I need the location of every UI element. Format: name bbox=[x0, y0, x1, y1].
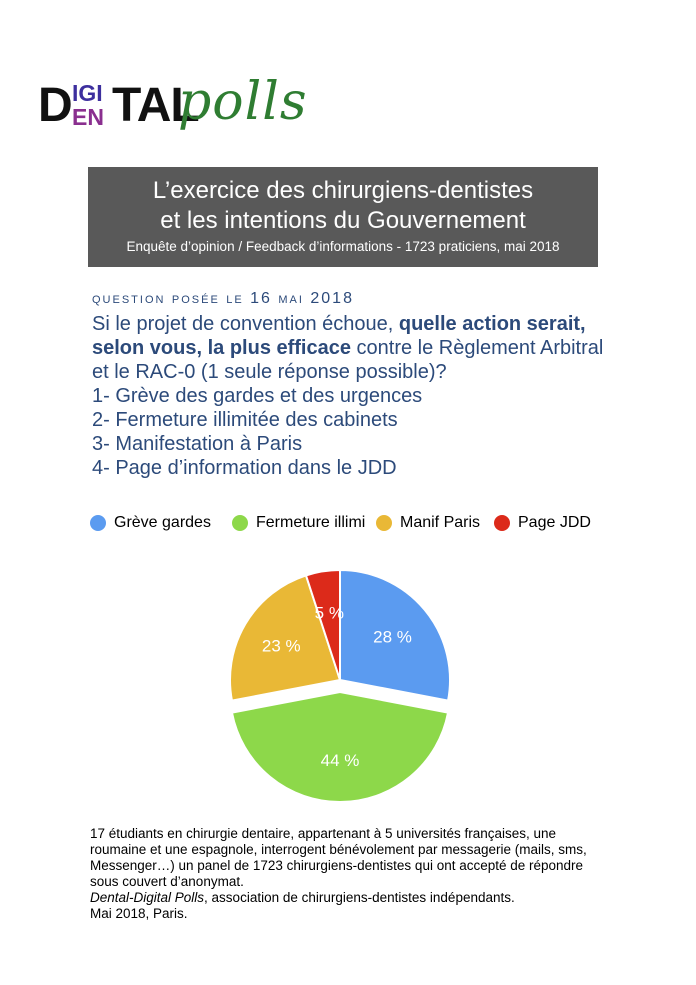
footer-date: Mai 2018, Paris. bbox=[90, 906, 188, 921]
banner-title-line-2: et les intentions du Gouvernement bbox=[160, 207, 526, 234]
footer-note bbox=[90, 826, 610, 922]
pie-label-manif: 23 % bbox=[261, 636, 301, 656]
logo-polls: polls bbox=[178, 72, 308, 132]
footer-organization bbox=[90, 890, 610, 906]
pie-label-greve: 28 % bbox=[373, 627, 412, 647]
pie-slice-fermeture bbox=[232, 692, 448, 802]
pie-label-page-jdd: 5 % bbox=[314, 603, 344, 623]
footer-org-rest: , association de chirurgiens-dentistes indépendants. bbox=[204, 890, 515, 905]
answer-option-2: 2- Fermeture illimitée des cabinets bbox=[92, 409, 398, 431]
legend-label-manif: Manif Paris bbox=[400, 514, 481, 531]
legend-label-page-jdd: Page JDD bbox=[518, 514, 591, 531]
legend-label-fermeture: Fermeture illimi bbox=[256, 514, 366, 531]
question-heading: question posée le 16 mai 2018 bbox=[92, 290, 354, 307]
logo-tal: TAL bbox=[112, 79, 199, 132]
pie-label-fermeture: 44 % bbox=[320, 751, 360, 771]
logo-letter-d: D bbox=[38, 79, 72, 132]
question-part-2: contre le Règlement Arbitral et le RAC-0 (1 seule réponse possible)? bbox=[92, 337, 604, 383]
footer-org-name: Dental-Digital Polls bbox=[90, 890, 205, 905]
logo-en: EN bbox=[72, 104, 104, 130]
footer-methodology: 17 étudiants en chirurgie dentaire, appartenant à 5 universités françaises, une roumaine et une espagnole, interrogent bénévolement par messagerie (mails, sms, Messenger…) un panel de 1723 chirurgiens-dentistes qui ont accepté de répondre sous couvert d’anonymat. bbox=[90, 826, 587, 889]
answer-option-1: 1- Grève des gardes et des urgences bbox=[92, 385, 423, 407]
answer-option-4: 4- Page d’information dans le JDD bbox=[92, 457, 397, 479]
banner-title-line-1: L’exercice des chirurgiens-dentistes bbox=[152, 177, 534, 204]
question-part-1: Si le projet de convention échoue, bbox=[92, 313, 399, 335]
answer-option-3: 3- Manifestation à Paris bbox=[92, 433, 303, 455]
logo-igi: IGI bbox=[72, 80, 103, 106]
question-bold: quelle action serait, selon vous, la plus efficace bbox=[92, 313, 586, 359]
legend-label-greve: Grève gardes bbox=[114, 514, 211, 531]
banner-subtitle: Enquête d’opinion / Feedback d’informations - 1723 praticiens, mai 2018 bbox=[126, 239, 560, 254]
